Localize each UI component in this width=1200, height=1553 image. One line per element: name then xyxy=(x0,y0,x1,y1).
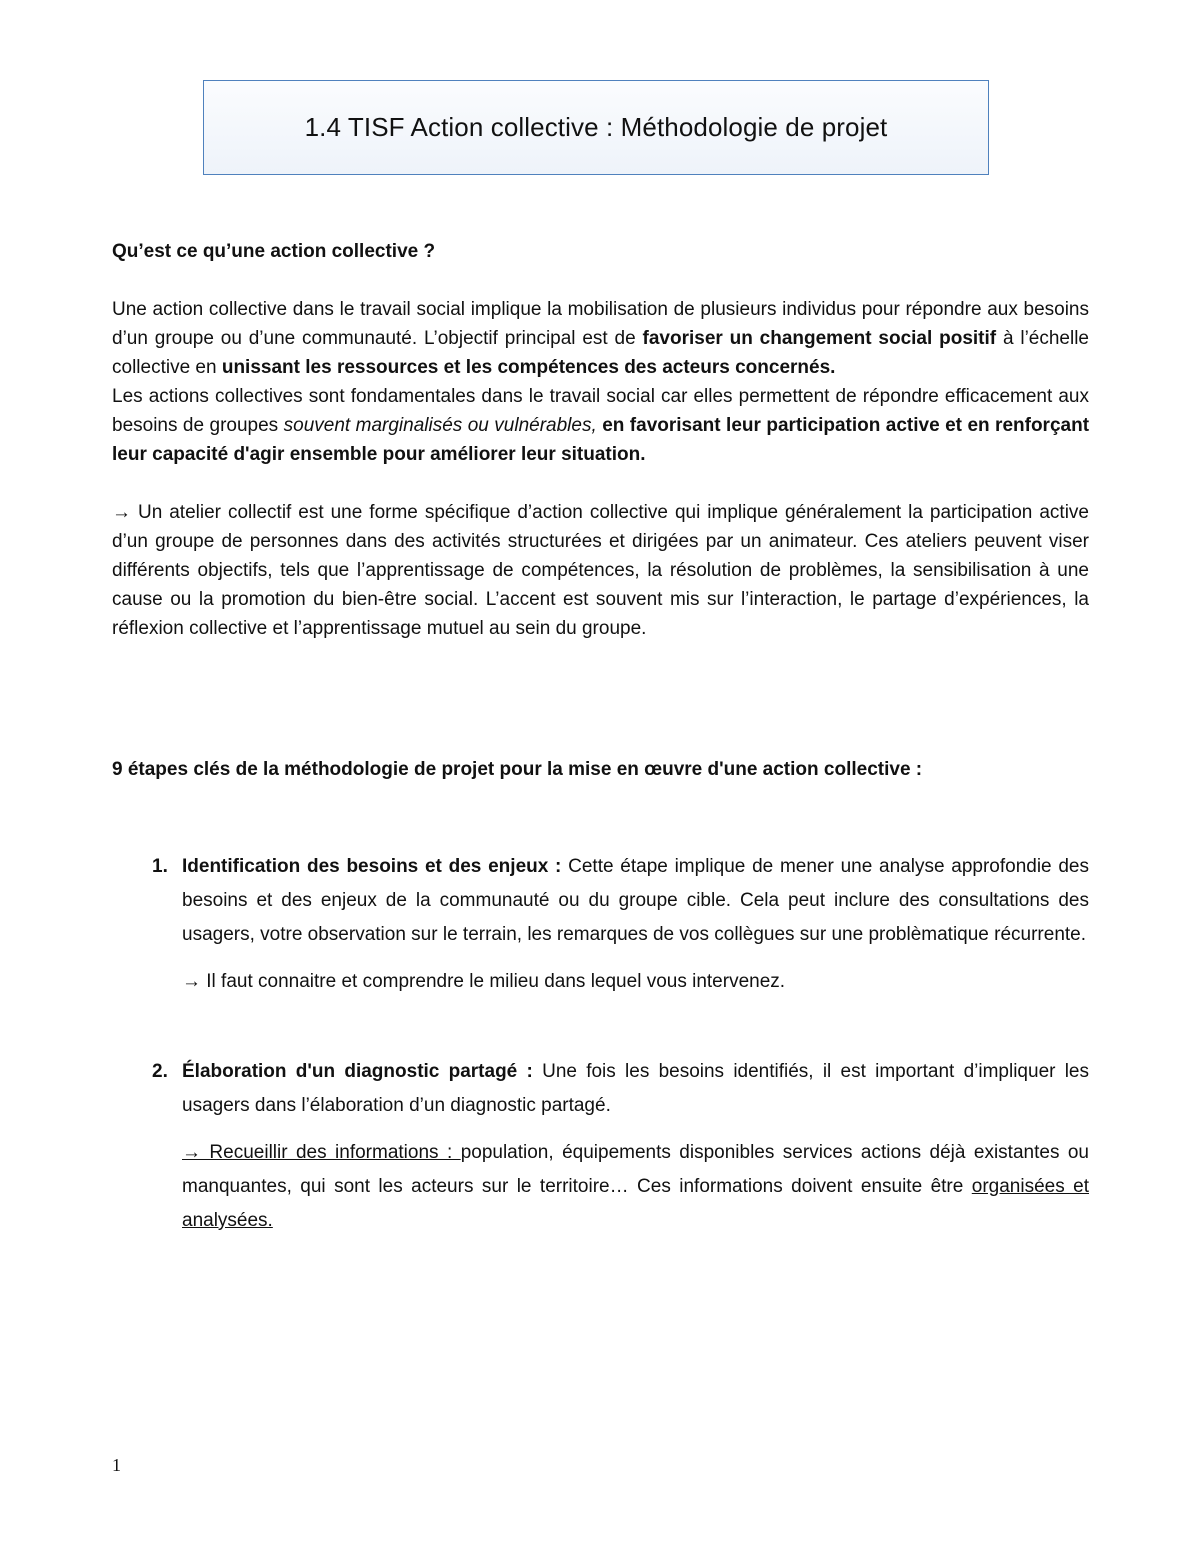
step-body xyxy=(182,850,1089,952)
step-number: 1. xyxy=(152,856,168,877)
step-text: Cette étape implique de mener une analyse approfondie des besoins et des enjeux de la communauté ou du groupe cible. Cela peut inclure des consultations des usagers, votre observation sur le terrain, les remarques de vos collègues sur une problèmatique récurrente. xyxy=(182,856,1089,945)
list-item-step-2 xyxy=(112,1055,1089,1238)
paragraph-importance xyxy=(112,382,1089,469)
step-text: Une fois les besoins identifiés, il est important d’impliquer les usagers dans l’élaboration d’un diagnostic partagé. xyxy=(182,1061,1090,1116)
step-note: → Il faut connaitre et comprendre le milieu dans lequel vous intervenez. xyxy=(182,971,786,992)
section-heading-action-collective: Qu’est ce qu’une action collective ? xyxy=(112,241,436,262)
document-title: 1.4 TISF Action collective : Méthodologie de projet xyxy=(304,112,888,142)
bold-run: en favorisant leur participation active et en renforçant leur capacité d'agir ensemble pour améliorer leur situation. xyxy=(112,415,1090,465)
title-box xyxy=(203,80,989,175)
steps-list xyxy=(112,850,1089,1238)
text-run: à l’échelle collective en xyxy=(112,328,1089,378)
paragraph-definition xyxy=(112,295,1089,382)
step-note xyxy=(182,1136,1089,1238)
underlined-run: organisées et analysées. xyxy=(182,1176,1089,1231)
paragraph-atelier-collectif: → Un atelier collectif est une forme spécifique d’action collective qui implique généralement la participation active d’un groupe de personnes dans des activités structurées et dirigées par un animateur. Ces ateliers peuvent viser différents objectifs, tels que l’apprentissage de compétences, la résolution de problèmes, la sensibilisation à une cause ou la promotion du bien-être social. L’accent est souvent mis sur l’interaction, le partage d’expériences, la réflexion collective et l’apprentissage mutuel au sein du groupe. xyxy=(112,502,1089,639)
document-body xyxy=(112,238,1089,1238)
section-heading-etapes: 9 étapes clés de la méthodologie de projet pour la mise en œuvre d'une action collective : xyxy=(112,759,923,780)
bold-run: favoriser un changement social positif xyxy=(642,328,997,349)
text-run: Les actions collectives sont fondamentales dans le travail social car elles permettent de répondre efficacement aux besoins de groupes xyxy=(112,386,1089,436)
step-title: Identification des besoins et des enjeux : xyxy=(182,856,562,877)
list-item-step-1 xyxy=(112,850,1089,999)
text-run: Une action collective dans le travail social implique la mobilisation de plusieurs individus pour répondre aux besoins d’un groupe ou d’une communauté. L’objectif principal est de xyxy=(112,299,1089,349)
step-number: 2. xyxy=(152,1061,168,1082)
page-number: 1 xyxy=(112,1455,121,1475)
text-run: population, équipements disponibles services actions déjà existantes ou manquantes, qui sont les acteurs sur le territoire… Ces informations doivent ensuite être xyxy=(182,1142,1090,1197)
step-title: Élaboration d'un diagnostic partagé : xyxy=(182,1061,533,1082)
bold-run: unissant les ressources et les compétences des acteurs concernés. xyxy=(221,357,836,378)
italic-run: souvent marginalisés ou vulnérables, xyxy=(283,415,597,436)
underlined-run: → Recueillir des informations : xyxy=(182,1142,461,1163)
step-body xyxy=(182,1055,1089,1123)
